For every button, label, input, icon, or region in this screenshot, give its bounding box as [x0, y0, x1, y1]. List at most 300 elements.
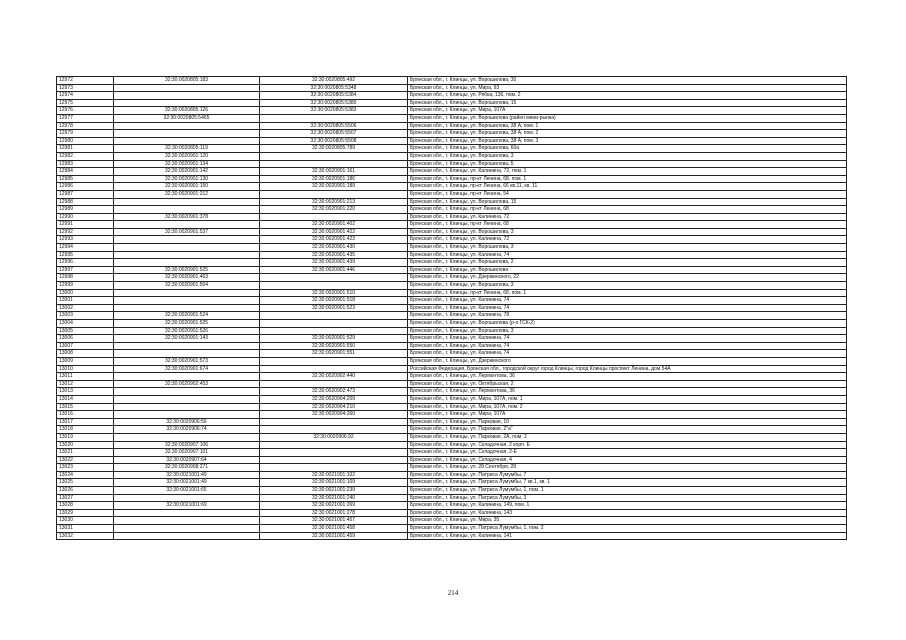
land-cadastral-number-cell: 32:30:0020901:212	[114, 190, 260, 198]
row-number-cell: 12996	[57, 259, 114, 267]
building-cadastral-number-cell	[260, 160, 408, 168]
table-row	[57, 342, 847, 350]
table-row	[57, 411, 847, 419]
address-cell: Брянская обл., г. Клинцы, ул. Ворошилова (р-н ГСК-2)	[408, 320, 847, 328]
land-cadastral-number-cell	[114, 373, 260, 381]
address-cell: Брянская обл., г. Клинцы, пр-кт Ленина, 68	[408, 221, 847, 229]
address-cell: Брянская обл., г. Клинцы, ул. 28 Сентября, 28	[408, 464, 847, 472]
building-cadastral-number-cell: 32:30:0020901:423	[260, 236, 408, 244]
building-cadastral-number-cell	[260, 274, 408, 282]
building-cadastral-number-cell: 32:30:0020805:5383	[260, 107, 408, 115]
row-number-cell: 13026	[57, 487, 114, 495]
row-number-cell: 13015	[57, 403, 114, 411]
address-cell: Брянская обл., г. Клинцы, ул. Ворошилова (район мини-рынка)	[408, 114, 847, 122]
land-cadastral-number-cell: 32:30:0021001:69	[114, 502, 260, 510]
address-cell: Брянская обл., г. Клинцы, ул. Парковая, 2"а"	[408, 426, 847, 434]
address-cell: Брянская обл., г. Клинцы, ул. Мира, 93	[408, 84, 847, 92]
address-cell: Брянская обл., г. Клинцы, ул. Ворошилова, 15	[408, 198, 847, 206]
land-cadastral-number-cell: 32:30:0020901:120	[114, 152, 260, 160]
building-cadastral-number-cell: 32:30:0020901:213	[260, 198, 408, 206]
table-row	[57, 456, 847, 464]
address-cell: Брянская обл., г. Клинцы, ул. Ворошилова, 38 А, пом. 3	[408, 137, 847, 145]
table-row	[57, 487, 847, 495]
building-cadastral-number-cell: 32:30:0020901:439	[260, 259, 408, 267]
land-cadastral-number-cell: 32:30:0020901:143	[114, 335, 260, 343]
building-cadastral-number-cell	[260, 312, 408, 320]
table-row	[57, 373, 847, 381]
row-number-cell: 13003	[57, 312, 114, 320]
table-row	[57, 289, 847, 297]
register-table-body	[57, 77, 847, 540]
address-cell: Брянская обл., г. Клинцы, ул. Калинина, 74	[408, 342, 847, 350]
land-cadastral-number-cell	[114, 130, 260, 138]
table-row	[57, 228, 847, 236]
table-row	[57, 175, 847, 183]
address-cell: Брянская обл., г. Клинцы, ул. Складочная, 2 корп. Е	[408, 441, 847, 449]
row-number-cell: 12972	[57, 77, 114, 85]
address-cell: Брянская обл., г. Клинцы, ул. Калинина, 72, пом. 1	[408, 168, 847, 176]
table-row	[57, 107, 847, 115]
land-cadastral-number-cell: 32:30:0020901:378	[114, 213, 260, 221]
building-cadastral-number-cell: 32:30:0020805:5507	[260, 130, 408, 138]
table-row	[57, 206, 847, 214]
row-number-cell: 12988	[57, 198, 114, 206]
row-number-cell: 12975	[57, 99, 114, 107]
building-cadastral-number-cell	[260, 456, 408, 464]
table-row	[57, 395, 847, 403]
row-number-cell: 12997	[57, 266, 114, 274]
table-row	[57, 99, 847, 107]
land-cadastral-number-cell: 32:30:0020907:106	[114, 441, 260, 449]
row-number-cell: 12998	[57, 274, 114, 282]
row-number-cell: 13011	[57, 373, 114, 381]
address-cell: Брянская обл., г. Клинцы, ул. Калинина, 72	[408, 236, 847, 244]
row-number-cell: 13025	[57, 479, 114, 487]
land-cadastral-number-cell: 32:30:0021001:65	[114, 487, 260, 495]
address-cell: Брянская обл., г. Клинцы, ул. Патриса Лумумбы, 7	[408, 471, 847, 479]
address-cell: Брянская обл., г. Клинцы, ул. Мира, 35	[408, 517, 847, 525]
land-cadastral-number-cell	[114, 122, 260, 130]
address-cell: Брянская обл., г. Клинцы, ул. Калинина, 72	[408, 213, 847, 221]
row-number-cell: 13027	[57, 494, 114, 502]
land-cadastral-number-cell: 32:30:0020805:119	[114, 145, 260, 153]
table-row	[57, 365, 847, 373]
land-cadastral-number-cell	[114, 198, 260, 206]
row-number-cell: 12981	[57, 145, 114, 153]
building-cadastral-number-cell: 32:30:0020805:5384	[260, 92, 408, 100]
building-cadastral-number-cell: 32:30:0020805:789	[260, 145, 408, 153]
row-number-cell: 13013	[57, 388, 114, 396]
address-cell: Брянская обл., г. Клинцы, ул. Ворошилова, 5	[408, 160, 847, 168]
land-cadastral-number-cell	[114, 221, 260, 229]
table-row	[57, 190, 847, 198]
row-number-cell: 12987	[57, 190, 114, 198]
building-cadastral-number-cell: 32:30:0020901:523	[260, 304, 408, 312]
address-cell: Брянская обл., г. Клинцы, ул. Патриса Лумумбы, 1, пом. 2	[408, 525, 847, 533]
building-cadastral-number-cell: 32:30:0020901:435	[260, 251, 408, 259]
row-number-cell: 13019	[57, 433, 114, 441]
land-cadastral-number-cell	[114, 509, 260, 517]
building-cadastral-number-cell	[260, 464, 408, 472]
row-number-cell: 13010	[57, 365, 114, 373]
address-cell: Брянская обл., г. Клинцы, ул. Мира, 107А, пом. 1	[408, 395, 847, 403]
building-cadastral-number-cell: 32:30:0020805:5380	[260, 99, 408, 107]
address-cell: Брянская обл., г. Клинцы, ул. Октябрьская, 2	[408, 380, 847, 388]
row-number-cell: 13029	[57, 509, 114, 517]
address-cell: Брянская обл., г. Клинцы, пр-кт Ленина, 54	[408, 190, 847, 198]
building-cadastral-number-cell: 32:30:0020901:529	[260, 335, 408, 343]
address-cell: Брянская обл., г. Клинцы, ул. Парковая, 2А, пом. 2	[408, 433, 847, 441]
land-cadastral-number-cell: 32:30:0020901:524	[114, 312, 260, 320]
table-row	[57, 441, 847, 449]
table-row	[57, 274, 847, 282]
land-cadastral-number-cell	[114, 297, 260, 305]
address-cell: Брянская обл., г. Клинцы, ул. Патриса Лумумбы, 3	[408, 494, 847, 502]
table-row	[57, 213, 847, 221]
table-row	[57, 471, 847, 479]
building-cadastral-number-cell: 32:30:0021001:459	[260, 532, 408, 540]
building-cadastral-number-cell: 32:30:0020805:5348	[260, 84, 408, 92]
land-cadastral-number-cell: 32:30:0020901:537	[114, 228, 260, 236]
building-cadastral-number-cell: 32:30:0021001:458	[260, 525, 408, 533]
table-row	[57, 145, 847, 153]
row-number-cell: 13022	[57, 456, 114, 464]
address-cell: Брянская обл., г. Клинцы, ул. Калинина, 141	[408, 532, 847, 540]
address-cell: Брянская обл., г. Клинцы, ул. Патриса Лумумбы, 7 кв.1, кв. 1	[408, 479, 847, 487]
building-cadastral-number-cell	[260, 380, 408, 388]
land-cadastral-number-cell: 32:30:0020902:453	[114, 380, 260, 388]
address-cell: Брянская обл., г. Клинцы, ул. Калинина, 74	[408, 297, 847, 305]
land-cadastral-number-cell: 32:30:0020901:526	[114, 327, 260, 335]
row-number-cell: 12993	[57, 236, 114, 244]
table-row	[57, 236, 847, 244]
land-cadastral-number-cell	[114, 517, 260, 525]
building-cadastral-number-cell: 32:30:0021001:457	[260, 517, 408, 525]
table-row	[57, 509, 847, 517]
table-row	[57, 221, 847, 229]
table-row	[57, 388, 847, 396]
table-row	[57, 357, 847, 365]
land-cadastral-number-cell: 32:30:0020901:504	[114, 282, 260, 290]
land-cadastral-number-cell: 32:30:0020908:271	[114, 464, 260, 472]
land-cadastral-number-cell: 32:30:0020901:130	[114, 175, 260, 183]
land-cadastral-number-cell: 32:30:0020906:56	[114, 418, 260, 426]
address-cell: Брянская обл., г. Клинцы, ул. Ворошилова, 3	[408, 327, 847, 335]
building-cadastral-number-cell	[260, 282, 408, 290]
row-number-cell: 13028	[57, 502, 114, 510]
table-row	[57, 114, 847, 122]
row-number-cell: 12991	[57, 221, 114, 229]
row-number-cell: 13004	[57, 320, 114, 328]
row-number-cell: 13007	[57, 342, 114, 350]
building-cadastral-number-cell	[260, 357, 408, 365]
land-cadastral-number-cell	[114, 289, 260, 297]
row-number-cell: 12990	[57, 213, 114, 221]
table-row	[57, 350, 847, 358]
building-cadastral-number-cell: 32:30:0020904:260	[260, 411, 408, 419]
row-number-cell: 13020	[57, 441, 114, 449]
building-cadastral-number-cell: 32:30:0020904:209	[260, 395, 408, 403]
table-row	[57, 494, 847, 502]
address-cell: Брянская обл., г. Клинцы, ул. Ворошилова	[408, 266, 847, 274]
building-cadastral-number-cell: 32:30:0020902:440	[260, 373, 408, 381]
table-row	[57, 532, 847, 540]
building-cadastral-number-cell: 32:30:0021001:278	[260, 509, 408, 517]
land-cadastral-number-cell: 32:30:0020901:525	[114, 320, 260, 328]
building-cadastral-number-cell	[260, 114, 408, 122]
table-row	[57, 266, 847, 274]
row-number-cell: 13016	[57, 411, 114, 419]
address-cell: Брянская обл., г. Клинцы, ул. Мира, 107А	[408, 107, 847, 115]
building-cadastral-number-cell: 32:30:0020901:510	[260, 289, 408, 297]
building-cadastral-number-cell	[260, 441, 408, 449]
land-cadastral-number-cell	[114, 99, 260, 107]
address-cell: Брянская обл., г. Клинцы, ул. Калинина, 78	[408, 312, 847, 320]
table-row	[57, 198, 847, 206]
table-row	[57, 84, 847, 92]
land-cadastral-number-cell: 32:30:0021001:49	[114, 479, 260, 487]
row-number-cell: 13021	[57, 449, 114, 457]
building-cadastral-number-cell: 32:30:0020901:220	[260, 206, 408, 214]
address-cell: Брянская обл., г. Клинцы, ул. Ворошилова, 3	[408, 244, 847, 252]
address-cell: Брянская обл., г. Клинцы, ул. Ворошилова, 38 А, пом. 1	[408, 122, 847, 130]
address-cell: Брянская обл., г. Клинцы, ул. Дзержинского	[408, 357, 847, 365]
building-cadastral-number-cell: 32:30:0020901:518	[260, 297, 408, 305]
table-row	[57, 137, 847, 145]
row-number-cell: 12978	[57, 122, 114, 130]
land-cadastral-number-cell: 32:30:0020805:183	[114, 77, 260, 85]
table-row	[57, 335, 847, 343]
table-row	[57, 312, 847, 320]
building-cadastral-number-cell: 32:30:0020901:402	[260, 221, 408, 229]
table-row	[57, 502, 847, 510]
table-row	[57, 168, 847, 176]
row-number-cell: 13002	[57, 304, 114, 312]
land-cadastral-number-cell	[114, 388, 260, 396]
building-cadastral-number-cell	[260, 365, 408, 373]
land-cadastral-number-cell	[114, 411, 260, 419]
address-cell: Брянская обл., г. Клинцы, ул. Ворошилова, 2	[408, 259, 847, 267]
table-row	[57, 320, 847, 328]
row-number-cell: 12979	[57, 130, 114, 138]
building-cadastral-number-cell	[260, 449, 408, 457]
land-cadastral-number-cell	[114, 525, 260, 533]
address-cell: Брянская обл., г. Клинцы, пр-кт Ленина, 66 кв.11, кв. 11	[408, 183, 847, 191]
land-cadastral-number-cell: 32:30:0020805:126	[114, 107, 260, 115]
land-cadastral-number-cell	[114, 259, 260, 267]
land-cadastral-number-cell	[114, 433, 260, 441]
row-number-cell: 13017	[57, 418, 114, 426]
land-cadastral-number-cell	[114, 494, 260, 502]
address-cell: Брянская обл., г. Клинцы, ул. Мира, 107А, пом. 2	[408, 403, 847, 411]
row-number-cell: 12986	[57, 183, 114, 191]
building-cadastral-number-cell: 32:30:0021001:239	[260, 487, 408, 495]
row-number-cell: 13032	[57, 532, 114, 540]
building-cadastral-number-cell: 32:30:0020901:446	[260, 266, 408, 274]
row-number-cell: 12989	[57, 206, 114, 214]
building-cadastral-number-cell: 32:30:0020904:210	[260, 403, 408, 411]
table-row	[57, 418, 847, 426]
table-row	[57, 122, 847, 130]
land-cadastral-number-cell: 32:30:0020906:74	[114, 426, 260, 434]
row-number-cell: 13005	[57, 327, 114, 335]
land-cadastral-number-cell: 32:30:0020907:64	[114, 456, 260, 464]
row-number-cell: 12977	[57, 114, 114, 122]
address-cell: Брянская обл., г. Клинцы, ул. Ворошилова, 30	[408, 77, 847, 85]
land-cadastral-number-cell	[114, 395, 260, 403]
address-cell: Брянская обл., г. Клинцы, ул. Ворошилова, 38 А, пом. 2	[408, 130, 847, 138]
building-cadastral-number-cell: 32:30:0020805:5508	[260, 137, 408, 145]
address-cell: Брянская обл., г. Клинцы, ул. Складочная, 2-Е	[408, 449, 847, 457]
land-cadastral-number-cell	[114, 403, 260, 411]
address-cell: Брянская обл., г. Клинцы, ул. Лермонтова, 36	[408, 388, 847, 396]
row-number-cell: 12976	[57, 107, 114, 115]
row-number-cell: 12985	[57, 175, 114, 183]
table-row	[57, 282, 847, 290]
address-cell: Брянская обл., г. Клинцы, ул. Мира, 107А	[408, 411, 847, 419]
table-row	[57, 517, 847, 525]
building-cadastral-number-cell: 32:30:0020901:551	[260, 350, 408, 358]
land-cadastral-number-cell: 32:30:0020901:142	[114, 168, 260, 176]
table-row	[57, 433, 847, 441]
building-cadastral-number-cell: 32:30:0020901:550	[260, 342, 408, 350]
address-cell: Брянская обл., г. Клинцы, ул. Калинина, 74	[408, 304, 847, 312]
address-cell: Брянская обл., г. Клинцы, ул. Парковая, 10	[408, 418, 847, 426]
building-cadastral-number-cell	[260, 190, 408, 198]
building-cadastral-number-cell	[260, 213, 408, 221]
row-number-cell: 13031	[57, 525, 114, 533]
land-cadastral-number-cell	[114, 236, 260, 244]
table-row	[57, 77, 847, 85]
building-cadastral-number-cell: 32:30:0021001:102	[260, 471, 408, 479]
land-cadastral-number-cell	[114, 304, 260, 312]
table-row	[57, 380, 847, 388]
row-number-cell: 12999	[57, 282, 114, 290]
address-cell: Брянская обл., г. Клинцы, ул. Калинина, 74	[408, 251, 847, 259]
table-row	[57, 304, 847, 312]
building-cadastral-number-cell	[260, 320, 408, 328]
row-number-cell: 12982	[57, 152, 114, 160]
building-cadastral-number-cell: 32:30:0020901:161	[260, 168, 408, 176]
land-cadastral-number-cell: 32:30:0021001:49	[114, 471, 260, 479]
address-cell: Брянская обл., г. Клинцы, пр-кт Ленина, 68	[408, 206, 847, 214]
table-row	[57, 152, 847, 160]
page-number: 214	[447, 589, 459, 597]
address-cell: Брянская обл., г. Клинцы, пр-кт Ленина, 68, пом. 1	[408, 289, 847, 297]
address-cell: Брянская обл., г. Клинцы, ул. Ворошилова, 60а	[408, 145, 847, 153]
building-cadastral-number-cell: 32:30:0020901:189	[260, 183, 408, 191]
row-number-cell: 13008	[57, 350, 114, 358]
land-cadastral-number-cell	[114, 137, 260, 145]
table-row	[57, 449, 847, 457]
table-row	[57, 160, 847, 168]
land-cadastral-number-cell	[114, 206, 260, 214]
land-cadastral-number-cell: 32:30:0020901:150	[114, 183, 260, 191]
address-cell: Брянская обл., г. Клинцы, пр-кт Ленина, 68, пом. 1	[408, 175, 847, 183]
land-cadastral-number-cell	[114, 92, 260, 100]
row-number-cell: 13012	[57, 380, 114, 388]
table-row	[57, 403, 847, 411]
row-number-cell: 12995	[57, 251, 114, 259]
address-cell: Брянская обл., г. Клинцы, ул. Рябка, 136, пом. 2	[408, 92, 847, 100]
building-cadastral-number-cell: 32:30:0020902:473	[260, 388, 408, 396]
row-number-cell: 13024	[57, 471, 114, 479]
table-row	[57, 479, 847, 487]
building-cadastral-number-cell: 32:30:0020906:92	[260, 433, 408, 441]
row-number-cell: 12984	[57, 168, 114, 176]
row-number-cell: 12974	[57, 92, 114, 100]
address-cell: Брянская обл., г. Клинцы, ул. Калинина, 149, пом. 1	[408, 502, 847, 510]
land-cadastral-number-cell	[114, 84, 260, 92]
address-cell: Брянская обл., г. Клинцы, ул. Калинина, 74	[408, 350, 847, 358]
table-row	[57, 297, 847, 305]
row-number-cell: 13009	[57, 357, 114, 365]
address-cell: Брянская обл., г. Клинцы, ул. Ворошилова, 3	[408, 282, 847, 290]
building-cadastral-number-cell	[260, 426, 408, 434]
building-cadastral-number-cell	[260, 327, 408, 335]
address-cell: Брянская обл., г. Клинцы, ул. Складочная, 4	[408, 456, 847, 464]
row-number-cell: 13001	[57, 297, 114, 305]
table-row	[57, 251, 847, 259]
row-number-cell: 12983	[57, 160, 114, 168]
row-number-cell: 13006	[57, 335, 114, 343]
building-cadastral-number-cell: 32:30:0020805:492	[260, 77, 408, 85]
row-number-cell: 13030	[57, 517, 114, 525]
land-cadastral-number-cell: 32:30:0020901:463	[114, 274, 260, 282]
address-cell: Брянская обл., г. Клинцы, ул. Дзержинского, 22	[408, 274, 847, 282]
land-cadastral-number-cell	[114, 244, 260, 252]
building-cadastral-number-cell: 32:30:0021001:269	[260, 502, 408, 510]
address-cell: Брянская обл., г. Клинцы, ул. Калинина, 74	[408, 335, 847, 343]
row-number-cell: 12994	[57, 244, 114, 252]
land-cadastral-number-cell	[114, 342, 260, 350]
row-number-cell: 13000	[57, 289, 114, 297]
building-cadastral-number-cell: 32:30:0021001:240	[260, 494, 408, 502]
address-cell: Брянская обл., г. Клинцы, ул. Ворошилова, 15	[408, 99, 847, 107]
building-cadastral-number-cell: 32:30:0020901:186	[260, 175, 408, 183]
row-number-cell: 12992	[57, 228, 114, 236]
land-cadastral-number-cell: 32:30:0020901:525	[114, 266, 260, 274]
land-cadastral-number-cell: 32:30:0020901:573	[114, 357, 260, 365]
land-cadastral-number-cell: 32:30:0020805:5465	[114, 114, 260, 122]
building-cadastral-number-cell: 32:30:0020901:422	[260, 228, 408, 236]
building-cadastral-number-cell: 32:30:0020901:430	[260, 244, 408, 252]
land-cadastral-number-cell	[114, 532, 260, 540]
address-cell: Брянская обл., г. Клинцы, ул. Лермонтова, 36	[408, 373, 847, 381]
row-number-cell: 13018	[57, 426, 114, 434]
table-row	[57, 327, 847, 335]
table-row	[57, 244, 847, 252]
building-cadastral-number-cell	[260, 152, 408, 160]
address-cell: Брянская обл., г. Клинцы, ул. Патриса Лумумбы, 1, пом. 1	[408, 487, 847, 495]
table-row	[57, 92, 847, 100]
row-number-cell: 12973	[57, 84, 114, 92]
land-cadastral-number-cell: 32:30:0020901:674	[114, 365, 260, 373]
building-cadastral-number-cell: 32:30:0021001:109	[260, 479, 408, 487]
address-cell: Брянская обл., г. Клинцы, ул. Калинина, 143	[408, 509, 847, 517]
table-row	[57, 426, 847, 434]
building-cadastral-number-cell	[260, 418, 408, 426]
address-cell: Брянская обл., г. Клинцы, ул. Ворошилова, 3	[408, 228, 847, 236]
land-cadastral-number-cell	[114, 350, 260, 358]
row-number-cell: 12980	[57, 137, 114, 145]
table-row	[57, 259, 847, 267]
address-cell: Российская Федерация, Брянская обл., городской округ город Клинцы, город Клинцы проспект Ленина, дом 54А	[408, 365, 847, 373]
table-row	[57, 183, 847, 191]
land-cadastral-number-cell	[114, 251, 260, 259]
land-cadastral-number-cell: 32:30:0020907:101	[114, 449, 260, 457]
land-cadastral-number-cell: 32:30:0020901:134	[114, 160, 260, 168]
